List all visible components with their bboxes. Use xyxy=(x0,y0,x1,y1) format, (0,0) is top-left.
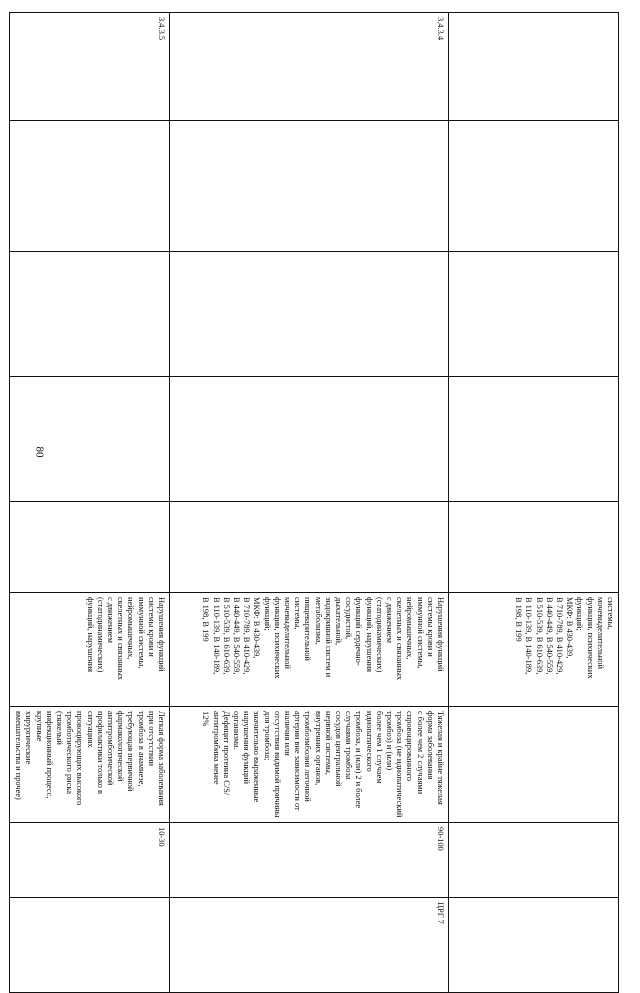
empty-cell xyxy=(449,502,619,593)
description-cell xyxy=(449,707,619,823)
group-cell: ЦРГ 7 xyxy=(170,898,449,993)
empty-cell xyxy=(449,252,619,377)
page-number: 80 xyxy=(33,446,46,458)
classification-table xyxy=(9,12,619,993)
empty-cell xyxy=(170,121,449,252)
percent-cell: 90-100 xyxy=(170,823,449,898)
empty-cell xyxy=(170,252,449,377)
table-row xyxy=(449,13,619,993)
empty-cell xyxy=(9,502,169,593)
impairments-cell: Нарушения функций системы крови и иммунной системы, нейромышечных, скелетных и связанных с движением (статодинамических) функций, нарушения функций сердечно- сосудистой, дыхательной, эндокринной систем и метаболизма, пищеварительной системы, мочевыделительной функции, психических функций; МКФ: В 430-439, В 710-789, В 410-429, В 440-449, В 540-559, В 510-539, В 610-639, В 110-139, В 140-189, В 198, В 199 xyxy=(170,593,449,707)
table-row xyxy=(170,13,449,993)
percent-cell xyxy=(449,823,619,898)
description-cell: Тяжелая и крайне тяжелая форма заболевания с более чем 2 случаями спровоцированного тромбоза (не идиопатический тромбоз) и (или) более чем 1 случаем идиопатического тромбоза, и (или) 2 и более случаями тромбоза сосудов центральной нервной системы, внутренних органов, тромбоэмболии легочной артерии вне зависимости от наличия или отсутствия видимой причины для тромбоза; значительно выраженные нарушения функций организма. Дефицит протеина C/S/антитромбина менее 12% xyxy=(170,707,449,823)
table-row xyxy=(9,13,169,993)
impairments-cell: системы, мочевыделительной функции, психических функций; МКФ: В 430-439, В 710-789, В 410-429, В 440-449, В 540-559, В 510-539, В 610-639, В 110-139, В 140-189, В 198, В 199 xyxy=(449,593,619,707)
percent-cell: 10-30 xyxy=(9,823,169,898)
empty-cell xyxy=(170,377,449,502)
empty-cell xyxy=(9,377,169,502)
group-cell xyxy=(449,898,619,993)
empty-cell xyxy=(170,502,449,593)
impairments-cell: Нарушения функций системы крови и иммунной системы, нейромышечных, скелетных и связанных с движением (статодинамических) функций, нарушения xyxy=(9,593,169,707)
code-cell: 3.4.3.5 xyxy=(9,13,169,121)
code-cell: 3.4.3.4 xyxy=(170,13,449,121)
description-cell: Легкая форма заболевания при отсутствии тромбоза в анамнезе, требующая первичной фармакологической антитромботической профилактики только в ситуациях провоцирующих высокого тромботического риска (тяжелый инфекционный процесс, крупные хирургические вмешательства и прочее) xyxy=(9,707,169,823)
empty-cell xyxy=(9,121,169,252)
group-cell xyxy=(9,898,169,993)
empty-cell xyxy=(9,252,169,377)
empty-cell xyxy=(449,121,619,252)
empty-cell xyxy=(449,377,619,502)
code-cell xyxy=(449,13,619,121)
